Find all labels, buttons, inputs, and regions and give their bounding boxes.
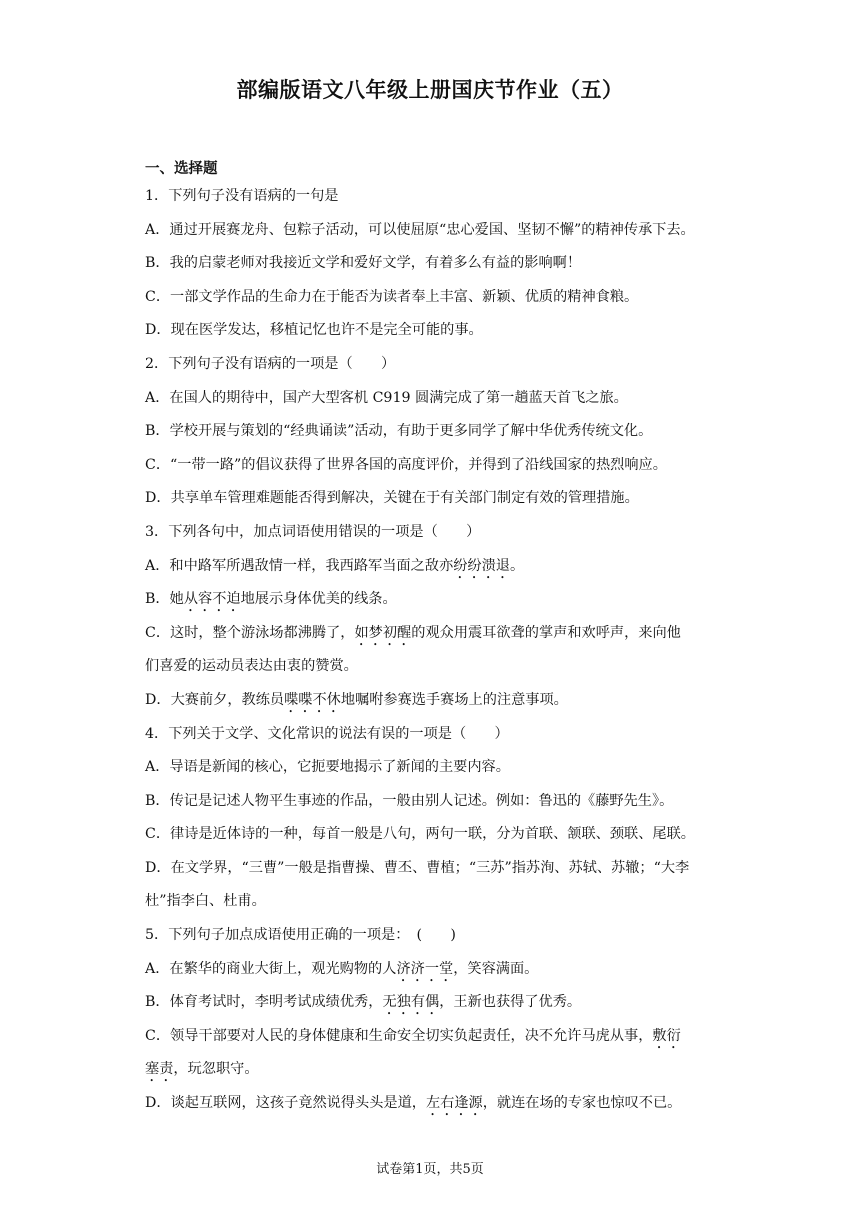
emphasized-word: 纷纷溃退 [453,557,510,574]
question-5-option-c-continued [145,1057,715,1091]
page-footer: 试卷第1页，共5页 [376,1162,484,1177]
option-text: A．在繁华的商业大街上，观光购物的人 [145,960,397,977]
emphasized-word: 喋喋不休 [284,691,341,708]
option-text: B．体育考试时，李明考试成绩优秀， [145,994,383,1011]
page-title: 部编版语文八年级上册国庆节作业（五） [236,78,624,102]
option-text: B．她 [145,591,184,608]
option-text: ，笑容满面。 [453,960,539,977]
question-5-option-c [145,1024,715,1058]
question-5-option-d [145,1091,715,1125]
option-text: A．和中路军所遇敌情一样，我西路军当面之敌亦 [145,557,454,574]
option-text: 的观众用震耳欲聋的掌声和欢呼声，来向他 [411,624,681,641]
question-1-option-a: A．通过开展赛龙舟、包粽子活动，可以使屈原“忠心爱国、坚韧不懈”的精神传承下去。 [145,221,695,238]
question-2-option-d: D．共享单车管理难题能否得到解决，关键在于有关部门制定有效的管理措施。 [145,490,639,507]
emphasized-word: 无独有偶 [382,994,440,1011]
option-text: 。 [509,557,525,574]
question-2-option-c: C．“一带一路”的倡议获得了世界各国的高度评价，并得到了沿线国家的热烈响应。 [145,456,667,473]
question-1-option-b: B．我的启蒙老师对我接近文学和爱好文学，有着多么有益的影响啊！ [145,255,582,272]
option-text: D．谈起互联网，这孩子竟然说得头头是道， [145,1095,426,1112]
emphasized-word: 如梦初醒 [354,624,412,641]
question-3-option-b [145,587,715,621]
option-text: C．这时，整个游泳场都沸腾了， [145,624,355,641]
question-4-option-c: C．律诗是近体诗的一种，每首一般是八句，两句一联，分为首联、颔联、颈联、尾联。 [145,826,695,843]
question-3-stem: 3．下列各句中，加点词语使用错误的一项是（ ） [145,523,481,540]
question-3-option-c [145,621,715,655]
question-4-option-a: A．导语是新闻的核心，它扼要地揭示了新闻的主要内容。 [145,759,510,776]
emphasized-word: 敷衍 [652,1027,681,1044]
question-1-stem: 1．下列句子没有语病的一句是 [145,188,339,204]
question-list [145,184,715,1125]
question-3-option-a [145,554,715,588]
question-2-stem: 2．下列句子没有语病的一项是（ ） [145,355,396,372]
question-2-option-b: B．学校开展与策划的“经典诵读”活动，有助于更多同学了解中华优秀传统文化。 [145,423,653,440]
option-text: ，王新也获得了优秀。 [439,994,582,1011]
question-4-option-d: D．在文学界，“三曹”一般是指曹操、曹丕、曹植；“三苏”指苏洵、苏轼、苏辙；“大李 [145,859,690,876]
question-1-option-d: D．现在医学发达，移植记忆也许不是完全可能的事。 [145,322,483,339]
emphasized-word: 济济一堂 [396,960,454,977]
emphasized-word: 塞责 [145,1061,174,1078]
option-text: 地嘱咐参赛选手赛场上的注意事项。 [340,691,568,708]
emphasized-word: 左右逢源 [425,1095,483,1112]
question-4-option-b: B．传记是记述人物平生事迹的作品，一般由别人记述。例如：鲁迅的《藤野先生》。 [145,792,674,809]
question-2-option-a: A．在国人的期待中，国产大型客机 C919 圆满完成了第一趟蓝天首飞之旅。 [145,389,628,406]
option-text: ，玩忽职守。 [173,1061,259,1078]
question-4-option-d-continued: 杜”指李白、杜甫。 [145,893,266,910]
option-text: C．领导干部要对人民的身体健康和生命安全切实负起责任，决不允许马虎从事， [145,1027,653,1044]
question-5-option-a [145,957,715,991]
question-4-stem: 4．下列关于文学、文化常识的说法有误的一项是（ ） [145,725,509,742]
question-3-option-c-continued: 们喜爱的运动员表达由衷的赞赏。 [145,658,358,675]
question-1-option-c: C．一部文学作品的生命力在于能否为读者奉上丰富、新颖、优质的精神食粮。 [145,288,639,305]
section-heading: 一、选择题 [145,161,218,177]
question-3-option-d [145,688,715,722]
option-text: ，就连在场的专家也惊叹不已。 [482,1095,682,1112]
option-text: 地展示身体优美的线条。 [240,591,397,608]
option-text: D．大赛前夕，教练员 [145,691,285,708]
question-5-stem: 5．下列句子加点成语使用正确的一项是： ( ) [145,927,456,944]
emphasized-word: 从容不迫 [183,591,241,608]
question-5-option-b [145,990,715,1024]
